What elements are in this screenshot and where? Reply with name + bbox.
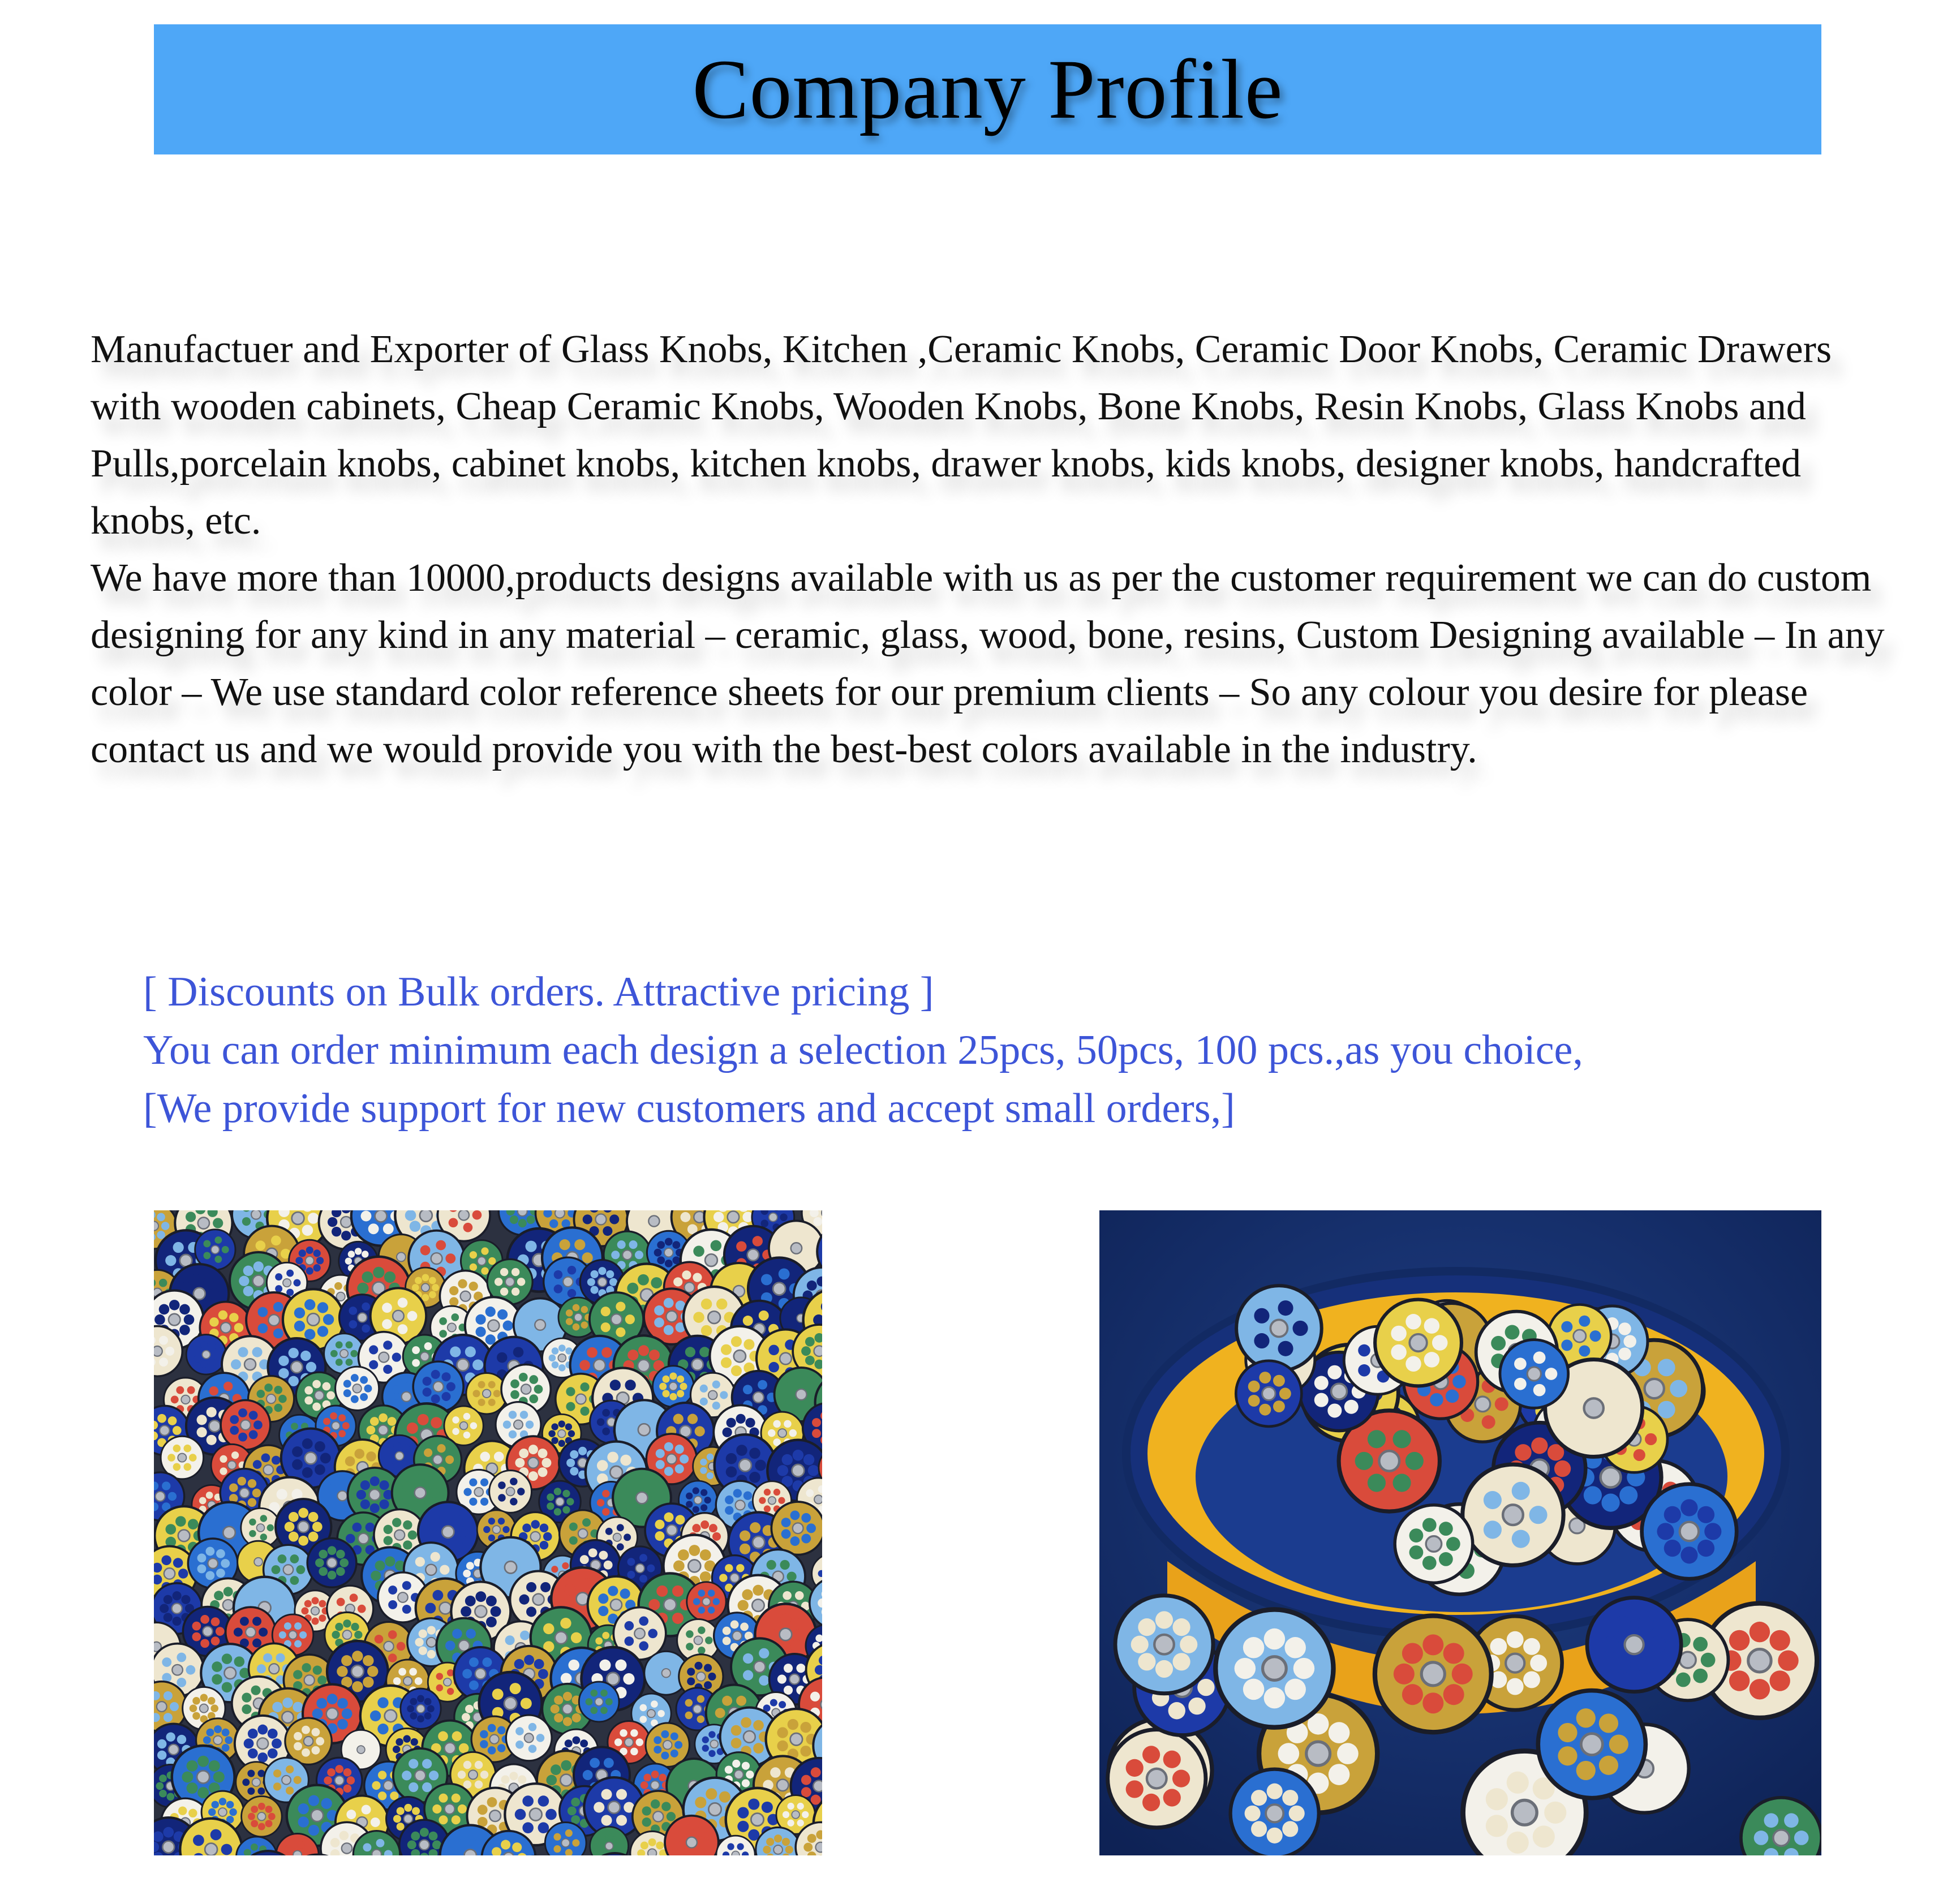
company-description-paragraph-2: We have more than 10000,products designs available with us as per the customer requirement we can do custom designing for any kind in any material – ceramic, glass, wood, bone, resins, Custom Designing available – In any color – We use standard color reference sheets for our premium clients – So any colour you desire for please contact us and we would provide you with the best-best colors available in the industry. [91, 556, 1885, 771]
company-description [91, 321, 1901, 778]
order-offers [143, 963, 1897, 1138]
offer-line-discounts: [ Discounts on Bulk orders. Attractive pricing ] [143, 969, 934, 1015]
knobs-bowl-image [1099, 1210, 1821, 1855]
offer-line-support: [We provide support for new customers and accept small orders,] [143, 1085, 1235, 1132]
company-description-paragraph-1: Manufactuer and Exporter of Glass Knobs, Kitchen ,Ceramic Knobs, Ceramic Door Knobs, Ceramic Drawers with wooden cabinets, Cheap Ceramic Knobs, Wooden Knobs, Bone Knobs, Resin Knobs, Glass Knobs and Pulls,porcelain knobs, cabinet knobs, kitchen knobs, drawer knobs, kids knobs, designer knobs, handcrafted knobs, etc. [91, 328, 1832, 543]
knobs-bowl-photo [1099, 1210, 1821, 1855]
page-title: Company Profile [692, 42, 1283, 136]
offer-line-minimum-order: You can order minimum each design a selection 25pcs, 50pcs, 100 pcs.,as you choice, [143, 1027, 1583, 1073]
knobs-pile-image [154, 1210, 822, 1855]
knobs-pile-photo [154, 1210, 822, 1855]
page-title-banner [154, 24, 1821, 154]
